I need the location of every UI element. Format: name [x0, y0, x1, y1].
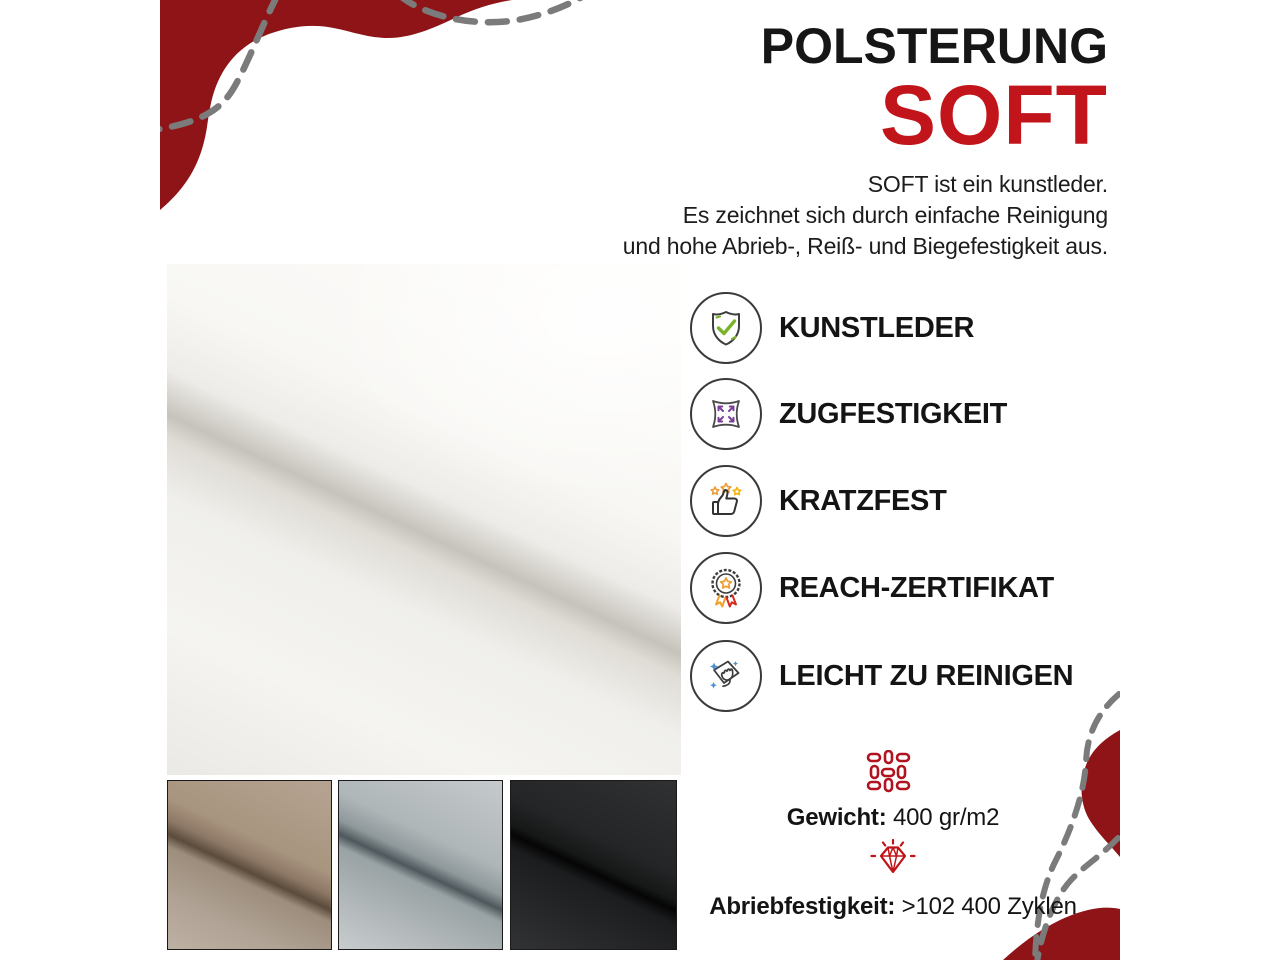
medal-star-icon	[704, 566, 748, 610]
feature-icon-circle	[690, 640, 762, 712]
header	[623, 20, 1108, 262]
description-line: Es zeichnet sich durch einfache Reinigung	[682, 201, 1108, 228]
feature-icon-circle	[690, 552, 762, 624]
diamond-icon	[869, 838, 917, 884]
description-line: SOFT ist ein kunstleder.	[867, 170, 1108, 197]
shield-check-icon	[704, 306, 748, 350]
feature-row	[690, 378, 1007, 450]
red-blob-shape	[160, 0, 512, 210]
weight-spec	[693, 804, 1093, 832]
abrasion-spec-value: >102 400 Zyklen	[901, 893, 1077, 920]
feature-icon-circle	[690, 292, 762, 364]
feature-icon-circle	[690, 465, 762, 537]
content-area	[160, 0, 1120, 960]
product-title: SOFT	[880, 68, 1108, 162]
weight-spec-value: 400 gr/m2	[892, 804, 1000, 831]
stretch-arrows-icon	[704, 392, 748, 436]
kicker-text: POLSTERUNG	[760, 18, 1108, 74]
feature-row	[690, 465, 947, 537]
feature-label: REACH-ZERTIFIKAT	[779, 571, 1054, 604]
main-fabric-photo	[167, 264, 681, 775]
feature-label: KRATZFEST	[779, 484, 947, 517]
thumbs-up-stars-icon	[704, 479, 748, 523]
swatch-beige	[167, 780, 332, 950]
top-left-red-wave-decoration	[160, 0, 680, 230]
feature-row	[690, 292, 974, 364]
product-description	[623, 169, 1108, 262]
abrasion-spec	[693, 893, 1093, 921]
feature-row	[690, 552, 1054, 624]
feature-label: KUNSTLEDER	[779, 311, 975, 344]
swatch-grey	[338, 780, 503, 950]
weight-spec-label: Gewicht:	[786, 804, 887, 831]
swatch-black	[510, 780, 677, 950]
fabric-weave-icon	[865, 750, 913, 795]
feature-icon-circle	[690, 378, 762, 450]
feature-label: ZUGFESTIGKEIT	[779, 397, 1008, 430]
feature-row	[690, 640, 1073, 712]
description-line: und hohe Abrieb-, Reiß- und Biegefestigkeit aus.	[622, 232, 1108, 259]
abrasion-spec-label: Abriebfestigkeit:	[709, 893, 896, 920]
feature-label: LEICHT ZU REINIGEN	[779, 659, 1074, 692]
wipe-clean-icon	[704, 654, 748, 698]
